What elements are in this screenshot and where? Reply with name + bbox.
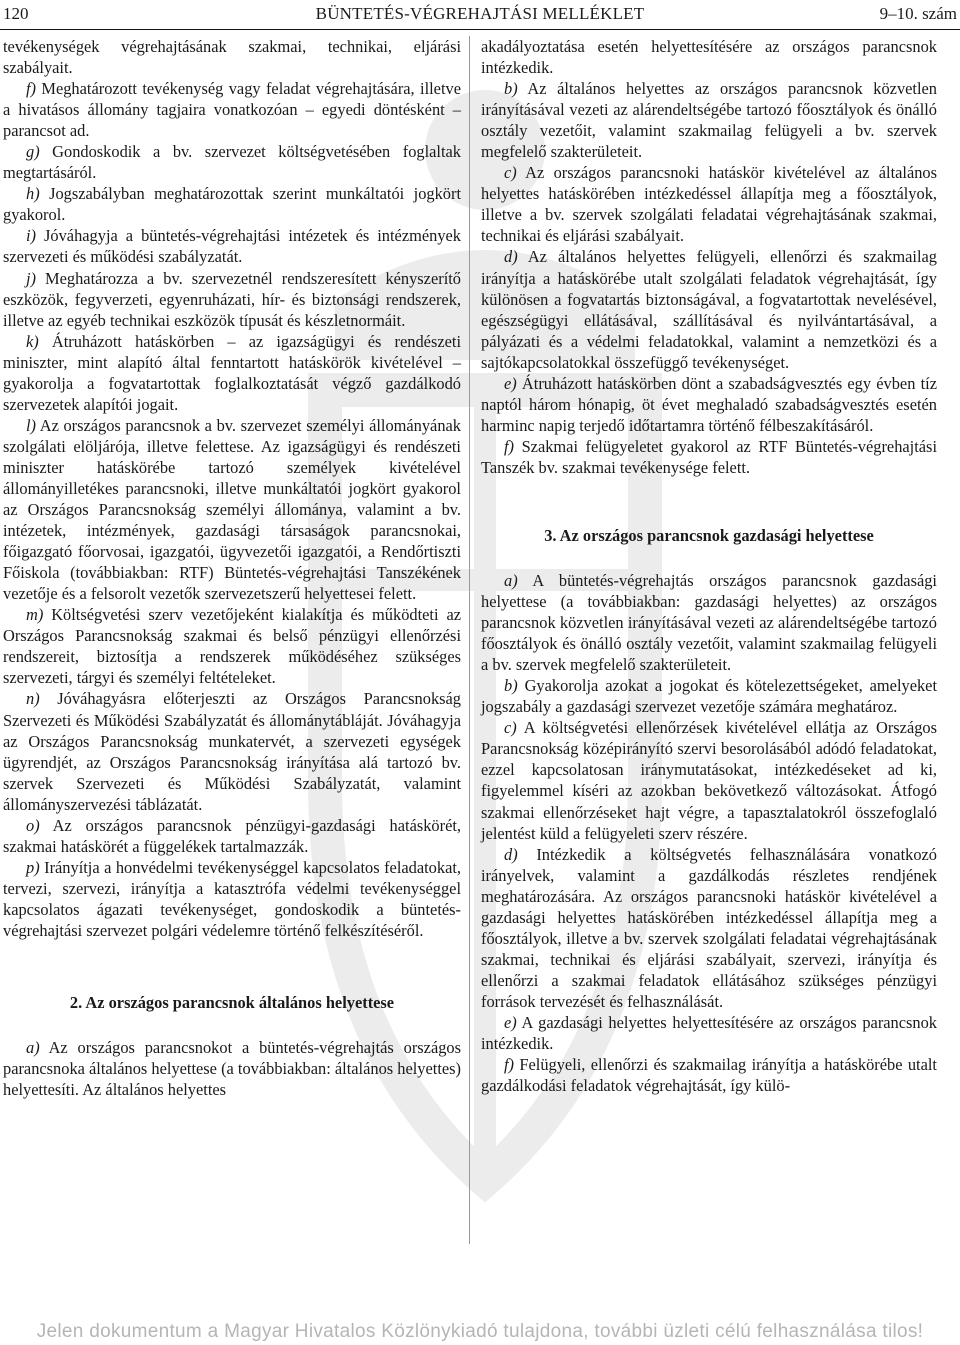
issue-number: 9–10. szám [879,4,957,23]
paragraph-l: l) Az országos parancsnok a bv. szervezet személyi állományának szolgálati elöljárója, illetve felettese. Az igazságügyi és rendészeti miniszter hatáskörébe tartozó személyek kivételével állományilletékes parancsnoki, illetve munkáltatói jogkört gyakorol az Országos Parancsnokság személyi állománya, valamint a bv. intézetek, intézmények, gazdasági társaságok parancsnokai, főigazgató főorvosai, igazgatói, ügyvezetői igazgatói, a Rendőrtiszti Főiskola (továbbiakban: RTF) Büntetés-végrehajtási Tanszékének vezetője és a felsorolt vezetők szervezetszerű helyettesei felett. [3,415,461,604]
running-header [0,0,960,30]
paragraph-f: f) Meghatározott tevékenység vagy feladat végrehajtására, illetve a hivatásos állomány tagjaira vonatkozóan – egyedi döntésként – parancsot ad. [3,79,461,141]
paragraph-k: k) Átruházott hatáskörben – az igazságügyi és rendészeti miniszter, mint alapító által fenntartott hatáskörök kivételével – gyakorolja a fogvatartottak foglalkoztatását végző gazdálkodó szervezetek alapítói jogait. [3,331,461,414]
paragraph-2b: b) Az általános helyettes az országos parancsnok közvetlen irányításával vezeti az alárendeltségébe tartozó főosztályok és önálló osztály vezetőit, valamint szakmailag felügyeli a bv. szervek megfelelő szakterületeit. [481,79,937,162]
paragraph-3c: c) A költségvetési ellenőrzések kivételével ellátja az Országos Parancsnokság középirányító szervi besorolásából adódó feladatokat, ezzel kapcsolatosan iránymutatásokat, intézkedéseket ad ki, figyelemmel kíséri az azokban bekövetkező változásokat. Átfogó szakmai ellenőrzéseket hajt végre, a tapasztalatokról összefoglaló jelentést küld a felügyeleti szerv részére. [481,718,937,843]
paragraph-i: i) Jóváhagyja a büntetés-végrehajtási intézetek és intézmények szervezeti és működési szabályzatát. [3,226,461,267]
paragraph-3e: e) A gazdasági helyettes helyettesítésére az országos parancsnok intézkedik. [481,1012,937,1054]
paragraph-n: n) Jóváhagyásra előterjeszti az Országos Parancsnokság Szervezeti és Működési Szabályzatát és állománytábláját. Jóváhagyja az Országos Parancsnokság munkatervét, a szervezeti egységek ügyrendjét, az Országos Parancsnokság irányítása alá tartozó bv. szervek Szervezeti és Működési Szabályzatát, valamint állományszervezési táblázatát. [3,689,461,814]
paragraph-3b: b) Gyakorolja azokat a jogokat és kötelezettségeket, amelyeket jogszabály a gazdasági szervezet vezetője számára meghatároz. [481,676,937,717]
publication-title: BÜNTETÉS-VÉGREHAJTÁSI MELLÉKLET [315,4,645,23]
paragraph-continued: tevékenységek végrehajtásának szakmai, technikai, eljárási szabályait. [3,37,461,78]
paragraph-p: p) Irányítja a honvédelmi tevékenységgel kapcsolatos feladatokat, tervezi, szervezi, irányítja a katasztrófa védelmi tevékenységgel kapcsolatos ágazati tevékenységet, gondoskodik a büntetés-végrehajtási szervezet polgári védelemre történő felkészítéséről. [3,857,461,940]
paragraph-3a: a) A büntetés-végrehajtás országos parancsnok gazdasági helyettese (a továbbiakban: gazdasági helyettes) az országos parancsnok közvetlen irányításával vezeti az alárendeltségébe tartozó főosztályok és önálló osztály vezetőit, valamint szakmailag felügyeli a bv. szervek megfelelő szakterületeit. [481,570,937,675]
paragraph-o: o) Az országos parancsnok pénzügyi-gazdasági hatáskörét, szakmai hatáskörét a függelékek tartalmazzák. [3,815,461,856]
paragraph-j: j) Meghatározza a bv. szervezetnél rendszeresített kényszerítő eszközök, fegyverzeti, egyenruházati, hír- és biztonsági rendszerek, illetve az egyéb technikai eszközök típusát és készletnormáit. [3,268,461,330]
paragraph-3d: d) Intézkedik a költségvetés felhasználására vonatkozó irányelvek, valamint a gazdálkodás részletes rendjének meghatározására. Az országos parancsnoki hatáskör kivételével a gazdasági helyettes hatáskörében intézkedéssel állapítja meg a főosztályok, illetve a bv. szervek szolgálati feladatai végrehajtásának szakmai, technikai és eljárási szabályait, szervezi, irányítja és ellenőrzi a szakmai feladatok ellátásához szükséges pénzügyi források tervezését és felhasználását. [481,844,937,1011]
paragraph-2c: c) Az országos parancsnoki hatáskör kivételével az általános helyettes hatáskörében intézkedéssel állapítja meg a főosztályok, illetve a bv. szervek szolgálati feladatai végrehajtásának szakmai, technikai és eljárási szabályait. [481,163,937,246]
header-rule [0,29,960,30]
section-heading-2: 2. Az országos parancsnok általános helyettese [69,993,395,1013]
right-column [481,36,937,1096]
paragraph-2a: a) Az országos parancsnokot a büntetés-végrehajtás országos parancsnoka általános helyettese (a továbbiakban: általános helyettes) helyettesíti. Az általános helyettes [3,1038,461,1100]
paragraph-h: h) Jogszabályban meghatározottak szerint munkáltatói jogkört gyakorol. [3,184,461,225]
paragraph-continued: akadályoztatása esetén helyettesítésére az országos parancsnok intézkedik. [481,37,937,78]
paragraph-2f: f) Szakmai felügyeletet gyakorol az RTF Büntetés-végrehajtási Tanszék bv. szakmai tevékenysége felett. [481,436,937,477]
paragraph-3f: f) Felügyeli, ellenőrzi és szakmailag irányítja a hatáskörébe utalt gazdálkodási feladatok végrehajtását, így külö- [481,1055,937,1096]
section-heading-3: 3. Az országos parancsnok gazdasági helyettese [544,525,874,545]
left-column [3,36,461,1100]
paragraph-2d: d) Az általános helyettes felügyeli, ellenőrzi és szakmailag irányítja a hatáskörébe utalt szolgálati feladatok végrehajtását, így különösen a fogvatartás biztonságával, a fogvatartottak nevelésével, egészségügyi ellátásával, szállításával és nyilvántartásával, a pályázati és a védelmi feladatokkal, valamint a nemzetközi és a sajtókapcsolatokkal összefüggő tevékenységet. [481,247,937,372]
copyright-footer: Jelen dokumentum a Magyar Hivatalos Közlönykiadó tulajdona, további üzleti célú felhasználása tilos! [36,1321,924,1342]
paragraph-m: m) Költségvetési szerv vezetőjeként kialakítja és működteti az Országos Parancsnokság szakmai és belső pénzügyi ellenőrzési rendszereit, biztosítja a rendszerek működéséhez szükséges szervezeti, tárgyi és személyi feltételeket. [3,605,461,688]
column-divider [469,36,470,1244]
page-number: 120 [3,4,29,23]
paragraph-g: g) Gondoskodik a bv. szervezet költségvetésében foglaltak megtartásáról. [3,142,461,183]
paragraph-2e: e) Átruházott hatáskörben dönt a szabadságvesztés egy évben tíz naptól három hónapig, öt évet meghaladó szabadságvesztés esetén harminc napig terjedő időtartamra történő félbeszakításáról. [481,373,937,435]
